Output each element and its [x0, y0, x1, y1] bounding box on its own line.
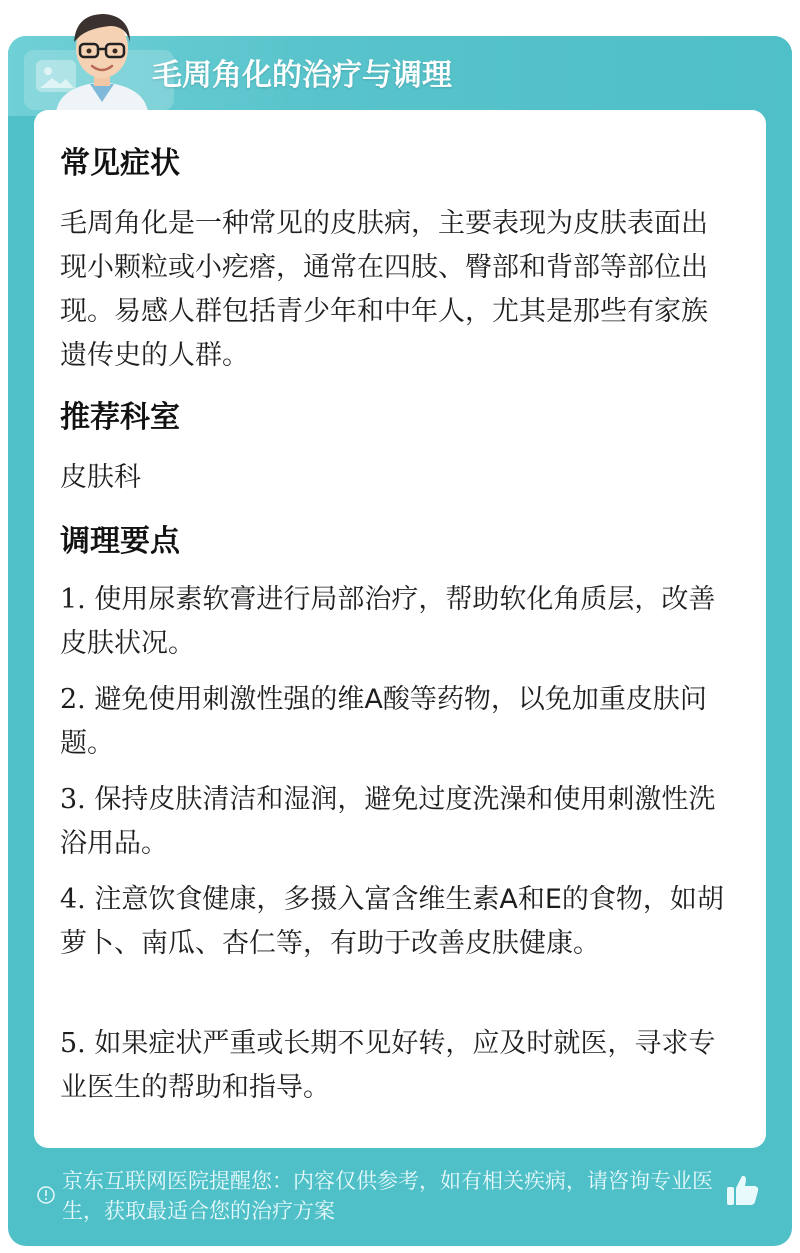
care-item-number: 4.: [60, 884, 86, 915]
department-text: 皮肤科: [60, 462, 141, 493]
doctor-avatar: [50, 6, 154, 112]
symptoms-text: 毛周角化是一种常见的皮肤病，主要表现为皮肤表面出现小颗粒或小疙瘩，通常在四肢、臀部和背部等部位出现。易感人群包括青少年和中年人，尤其是那些有家族遗传史的人群。: [60, 208, 708, 371]
care-item-text: 如果症状严重或长期不见好转，应及时就医，寻求专业医生的帮助和指导。: [60, 1028, 716, 1103]
info-circle-icon: [37, 1186, 55, 1204]
symptoms-heading: 常见症状: [60, 146, 180, 181]
care-item-number: 1.: [60, 584, 86, 615]
care-item-number: 3.: [60, 784, 86, 815]
care-item-text: 保持皮肤清洁和湿润，避免过度洗澡和使用刺激性洗浴用品。: [60, 784, 716, 859]
care-item-4: [60, 878, 726, 966]
care-item-1: [60, 578, 726, 666]
thumbs-up-icon[interactable]: [724, 1172, 760, 1208]
care-item-text: 使用尿素软膏进行局部治疗，帮助软化角质层，改善皮肤状况。: [60, 584, 716, 659]
footer-disclaimer: 京东互联网医院提醒您：内容仅供参考，如有相关疾病，请咨询专业医生，获取最适合您的治疗方案: [62, 1169, 713, 1223]
care-item-2: [60, 678, 726, 766]
care-item-number: 2.: [60, 684, 86, 715]
care-item-5: [60, 1022, 726, 1110]
care-item-number: 5.: [60, 1028, 86, 1059]
page-title: 毛周角化的治疗与调理: [152, 58, 452, 93]
care-item-3: [60, 778, 726, 866]
care-heading: 调理要点: [60, 524, 180, 559]
care-item-text: 避免使用刺激性强的维A酸等药物，以免加重皮肤问题。: [60, 684, 707, 759]
care-item-text: 注意饮食健康，多摄入富含维生素A和E的食物，如胡萝卜、南瓜、杏仁等，有助于改善皮肤健康。: [60, 884, 724, 959]
department-heading: 推荐科室: [60, 400, 180, 435]
